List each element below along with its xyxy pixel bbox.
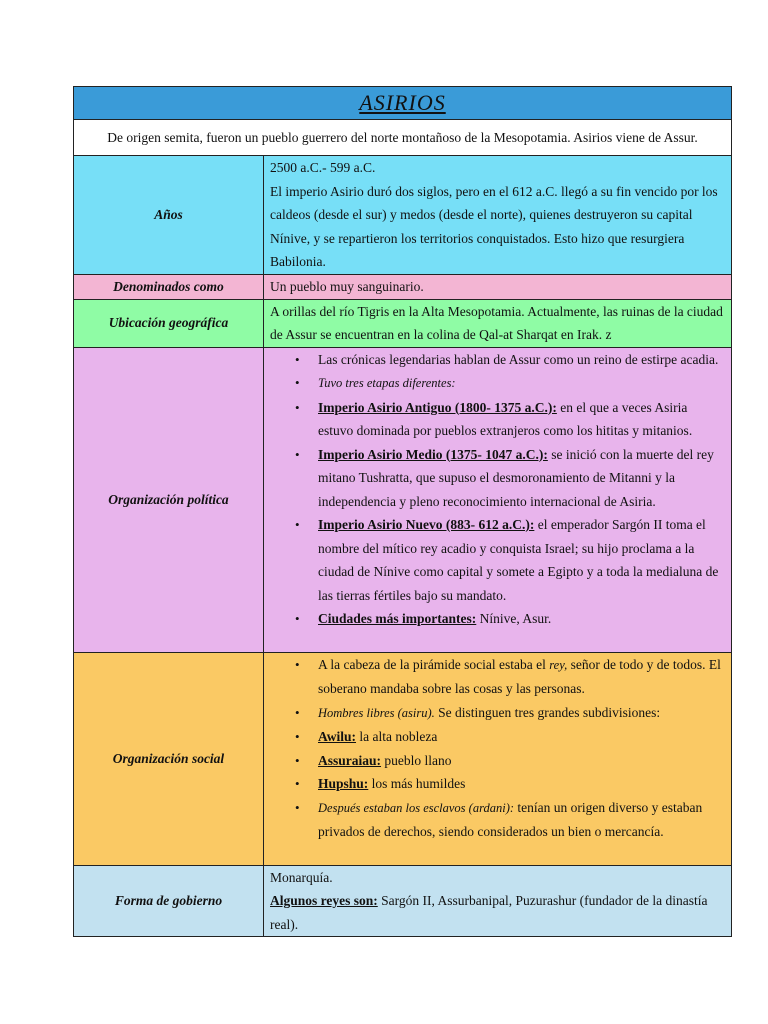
list-item: • Awilu: la alta nobleza: [270, 725, 725, 749]
content-anos: [264, 156, 732, 275]
label-ubicacion: Ubicación geográfica: [74, 299, 264, 347]
gobierno-kings: Algunos reyes son: Sargón II, Assurbanipal, Puzurashur (fundador de la dinastía real).: [270, 893, 708, 932]
list-item: • Ciudades más importantes: Nínive, Asur.: [270, 607, 725, 631]
list-item: • Imperio Asirio Medio (1375- 1047 a.C.): se inició con la muerte del rey mitano Tushratta, que supuso el desmoronamiento de Mitanni y la independencia y pleno reconocimiento internacional de Asiria.: [270, 443, 725, 514]
list-item: • Imperio Asirio Antiguo (1800- 1375 a.C.): en el que a veces Asiria estuvo dominada por pueblos extranjeros como los hititas y mitanios.: [270, 396, 725, 443]
content-politica: [264, 347, 732, 652]
content-social: [264, 652, 732, 865]
row-politica: [74, 347, 732, 652]
row-gobierno: [74, 865, 732, 937]
content-denominados: [264, 274, 732, 299]
label-social: Organización social: [74, 652, 264, 865]
ubicacion-text: A orillas del río Tigris en la Alta Mesopotamia. Actualmente, las ruinas de la ciudad de Assur se encuentran en la colina de Qal-at Sharqat en Irak. z: [270, 303, 723, 342]
list-item: • Hupshu: los más humildes: [270, 772, 725, 796]
row-anos: [74, 156, 732, 275]
denominados-text: Un pueblo muy sanguinario.: [270, 278, 424, 294]
asirios-table: [73, 86, 732, 937]
content-gobierno: [264, 865, 732, 937]
list-item: • Las crónicas legendarias hablan de Assur como un reino de estirpe acadia.: [270, 348, 725, 372]
content-ubicacion: [264, 299, 732, 347]
anos-dates: 2500 a.C.- 599 a.C.: [270, 160, 376, 175]
social-list: [270, 653, 725, 844]
politica-list: [270, 348, 725, 631]
page-title: ASIRIOS: [359, 90, 446, 115]
anos-text: El imperio Asirio duró dos siglos, pero en el 612 a.C. llegó a su fin vencido por los caldeos (desde el sur) y medos (desde el norte), quienes destruyeron su capital Nínive, y se repartieron los territorios conquistados. Esto hizo que resurgiera Babilonia.: [270, 183, 718, 269]
list-item: • Hombres libres (asiru). Se distinguen tres grandes subdivisiones:: [270, 701, 725, 726]
title-cell: [74, 87, 732, 120]
row-ubicacion: [74, 299, 732, 347]
label-gobierno: Forma de gobierno: [74, 865, 264, 937]
gobierno-line1: Monarquía.: [270, 869, 333, 885]
list-item: • Después estaban los esclavos (ardani): tenían un origen diverso y estaban privados de derechos, siendo considerados un bien o mercancía.: [270, 796, 725, 844]
list-item: • Assuraiau: pueblo llano: [270, 749, 725, 773]
row-denominados: [74, 274, 732, 299]
list-item: • Imperio Asirio Nuevo (883- 612 a.C.): el emperador Sargón II toma el nombre del mítico rey acadio y conquista Israel; su hijo proclama a la ciudad de Nínive como capital y somete a Egipto y a toda la medialuna de las tierras fértiles bajo su mandato.: [270, 513, 725, 607]
list-item: • Tuvo tres etapas diferentes:: [270, 371, 725, 396]
row-social: [74, 652, 732, 865]
intro-cell: [74, 120, 732, 156]
label-denominados: Denominados como: [74, 274, 264, 299]
list-item: • A la cabeza de la pirámide social estaba el rey, señor de todo y de todos. El soberano mandaba sobre las cosas y las personas.: [270, 653, 725, 701]
label-politica: Organización política: [74, 347, 264, 652]
label-anos: Años: [74, 156, 264, 275]
intro-text: De origen semita, fueron un pueblo guerrero del norte montañoso de la Mesopotamia. Asirios viene de Assur.: [107, 129, 698, 145]
